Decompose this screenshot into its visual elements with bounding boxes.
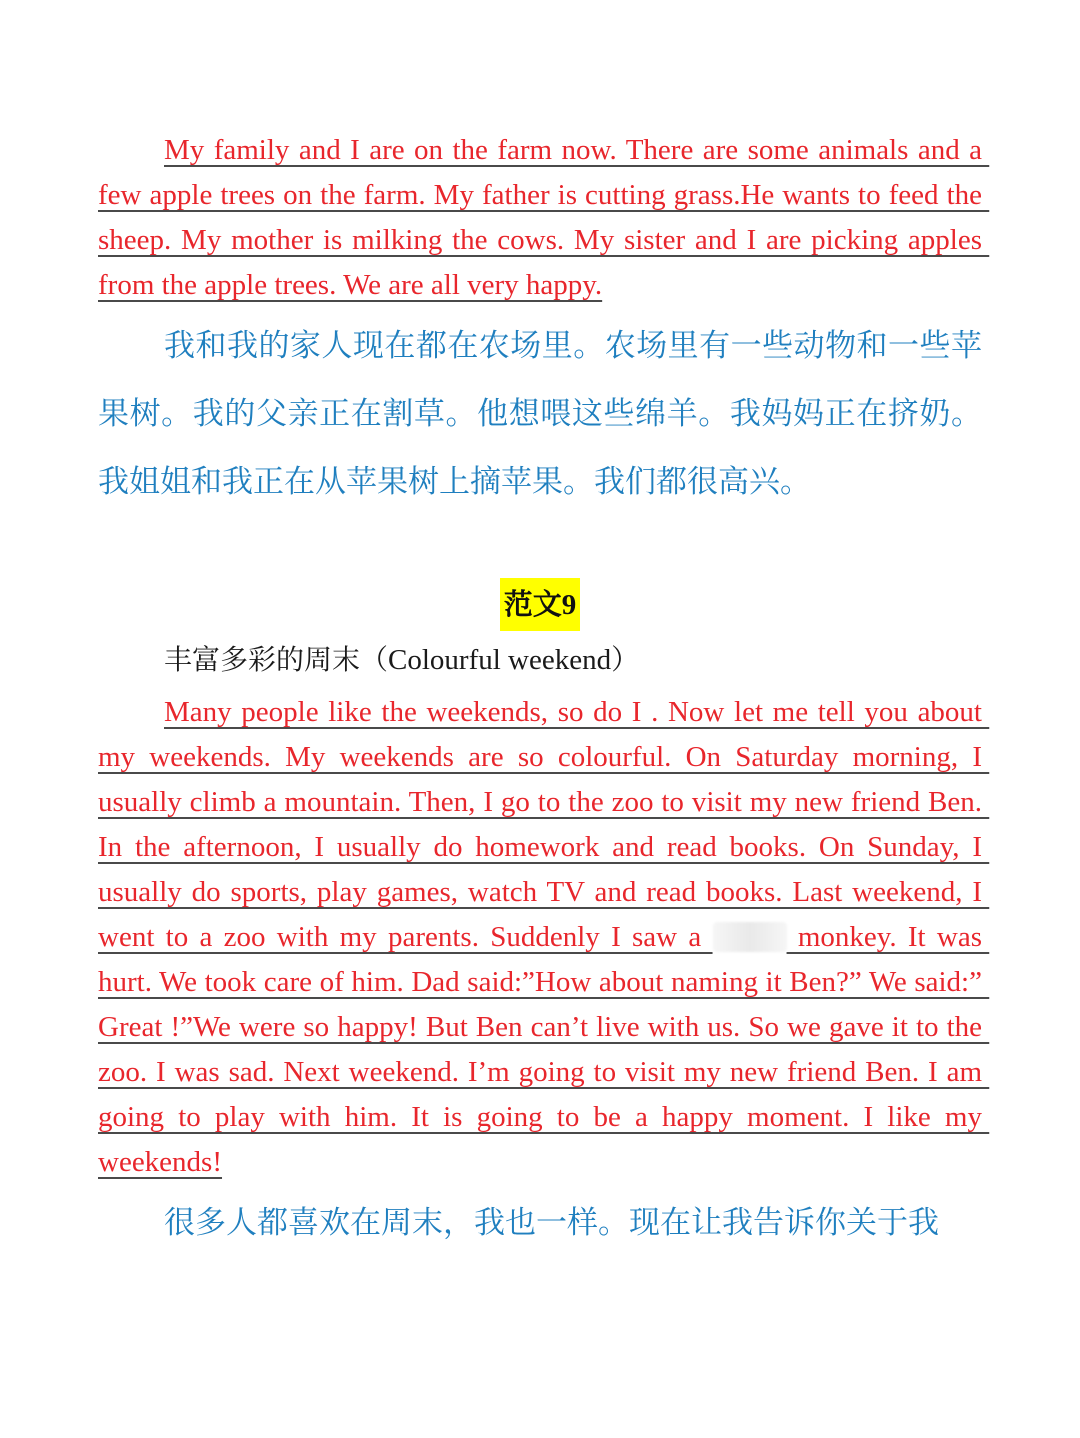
essay-title-en: Colourful weekend xyxy=(388,644,612,676)
passage-8-chinese: 我和我的家人现在都在农场里。农场里有一些动物和一些苹果树。我的父亲正在割草。他想喂这些绵羊。我妈妈正在挤奶。我姐姐和我正在从苹果树上摘苹果。我们都很高兴。 xyxy=(98,328,982,500)
section-heading-number: 9 xyxy=(561,589,577,621)
passage-9-chinese: 很多人都喜欢在周末，我也一样。现在让我告诉你关于我 xyxy=(164,1205,939,1241)
essay-title-zh: 丰富多彩的周末（ xyxy=(164,643,389,676)
passage-9-english-part2: monkey. It was hurt. We took care of him. Dad said:”How about naming it Ben?” We said:” Great !”We were so happy! But Ben can’t live with us. So we gave it to the zoo. I was sad. Next weekend. I’m going to visit my new friend Ben. I am going to play with him. It is going to be a happy moment. I like my weekends! xyxy=(98,921,990,1178)
passage-8-english: My family and I are on the farm now. There are some animals and a few apple trees on the farm. My father is cutting grass.He wants to feed the sheep. My mother is milking the cows. My sister and I are picking apples from the apple trees. We are all very happy. xyxy=(98,134,990,301)
essay-title xyxy=(98,638,982,682)
passage-9-english xyxy=(98,690,990,1185)
essay-title-close: ） xyxy=(611,643,640,676)
passage-9-english-part1: Many people like the weekends, so do I . Now let me tell you about my weekends. My weekends are so colourful. On Saturday morning, I usually climb a mountain. Then, I go to the zoo to visit my new friend Ben. In the afternoon, I usually do homework and read books. On Sunday, I usually do sports, play games, watch TV and read books. Last weekend, I went to a zoo with my parents. Suddenly I saw a xyxy=(98,696,990,953)
section-heading-wrap xyxy=(98,578,982,630)
section-heading xyxy=(500,578,581,631)
blurred-word xyxy=(713,922,787,952)
section-heading-label: 范文 xyxy=(503,587,562,621)
document-page xyxy=(98,128,990,1255)
